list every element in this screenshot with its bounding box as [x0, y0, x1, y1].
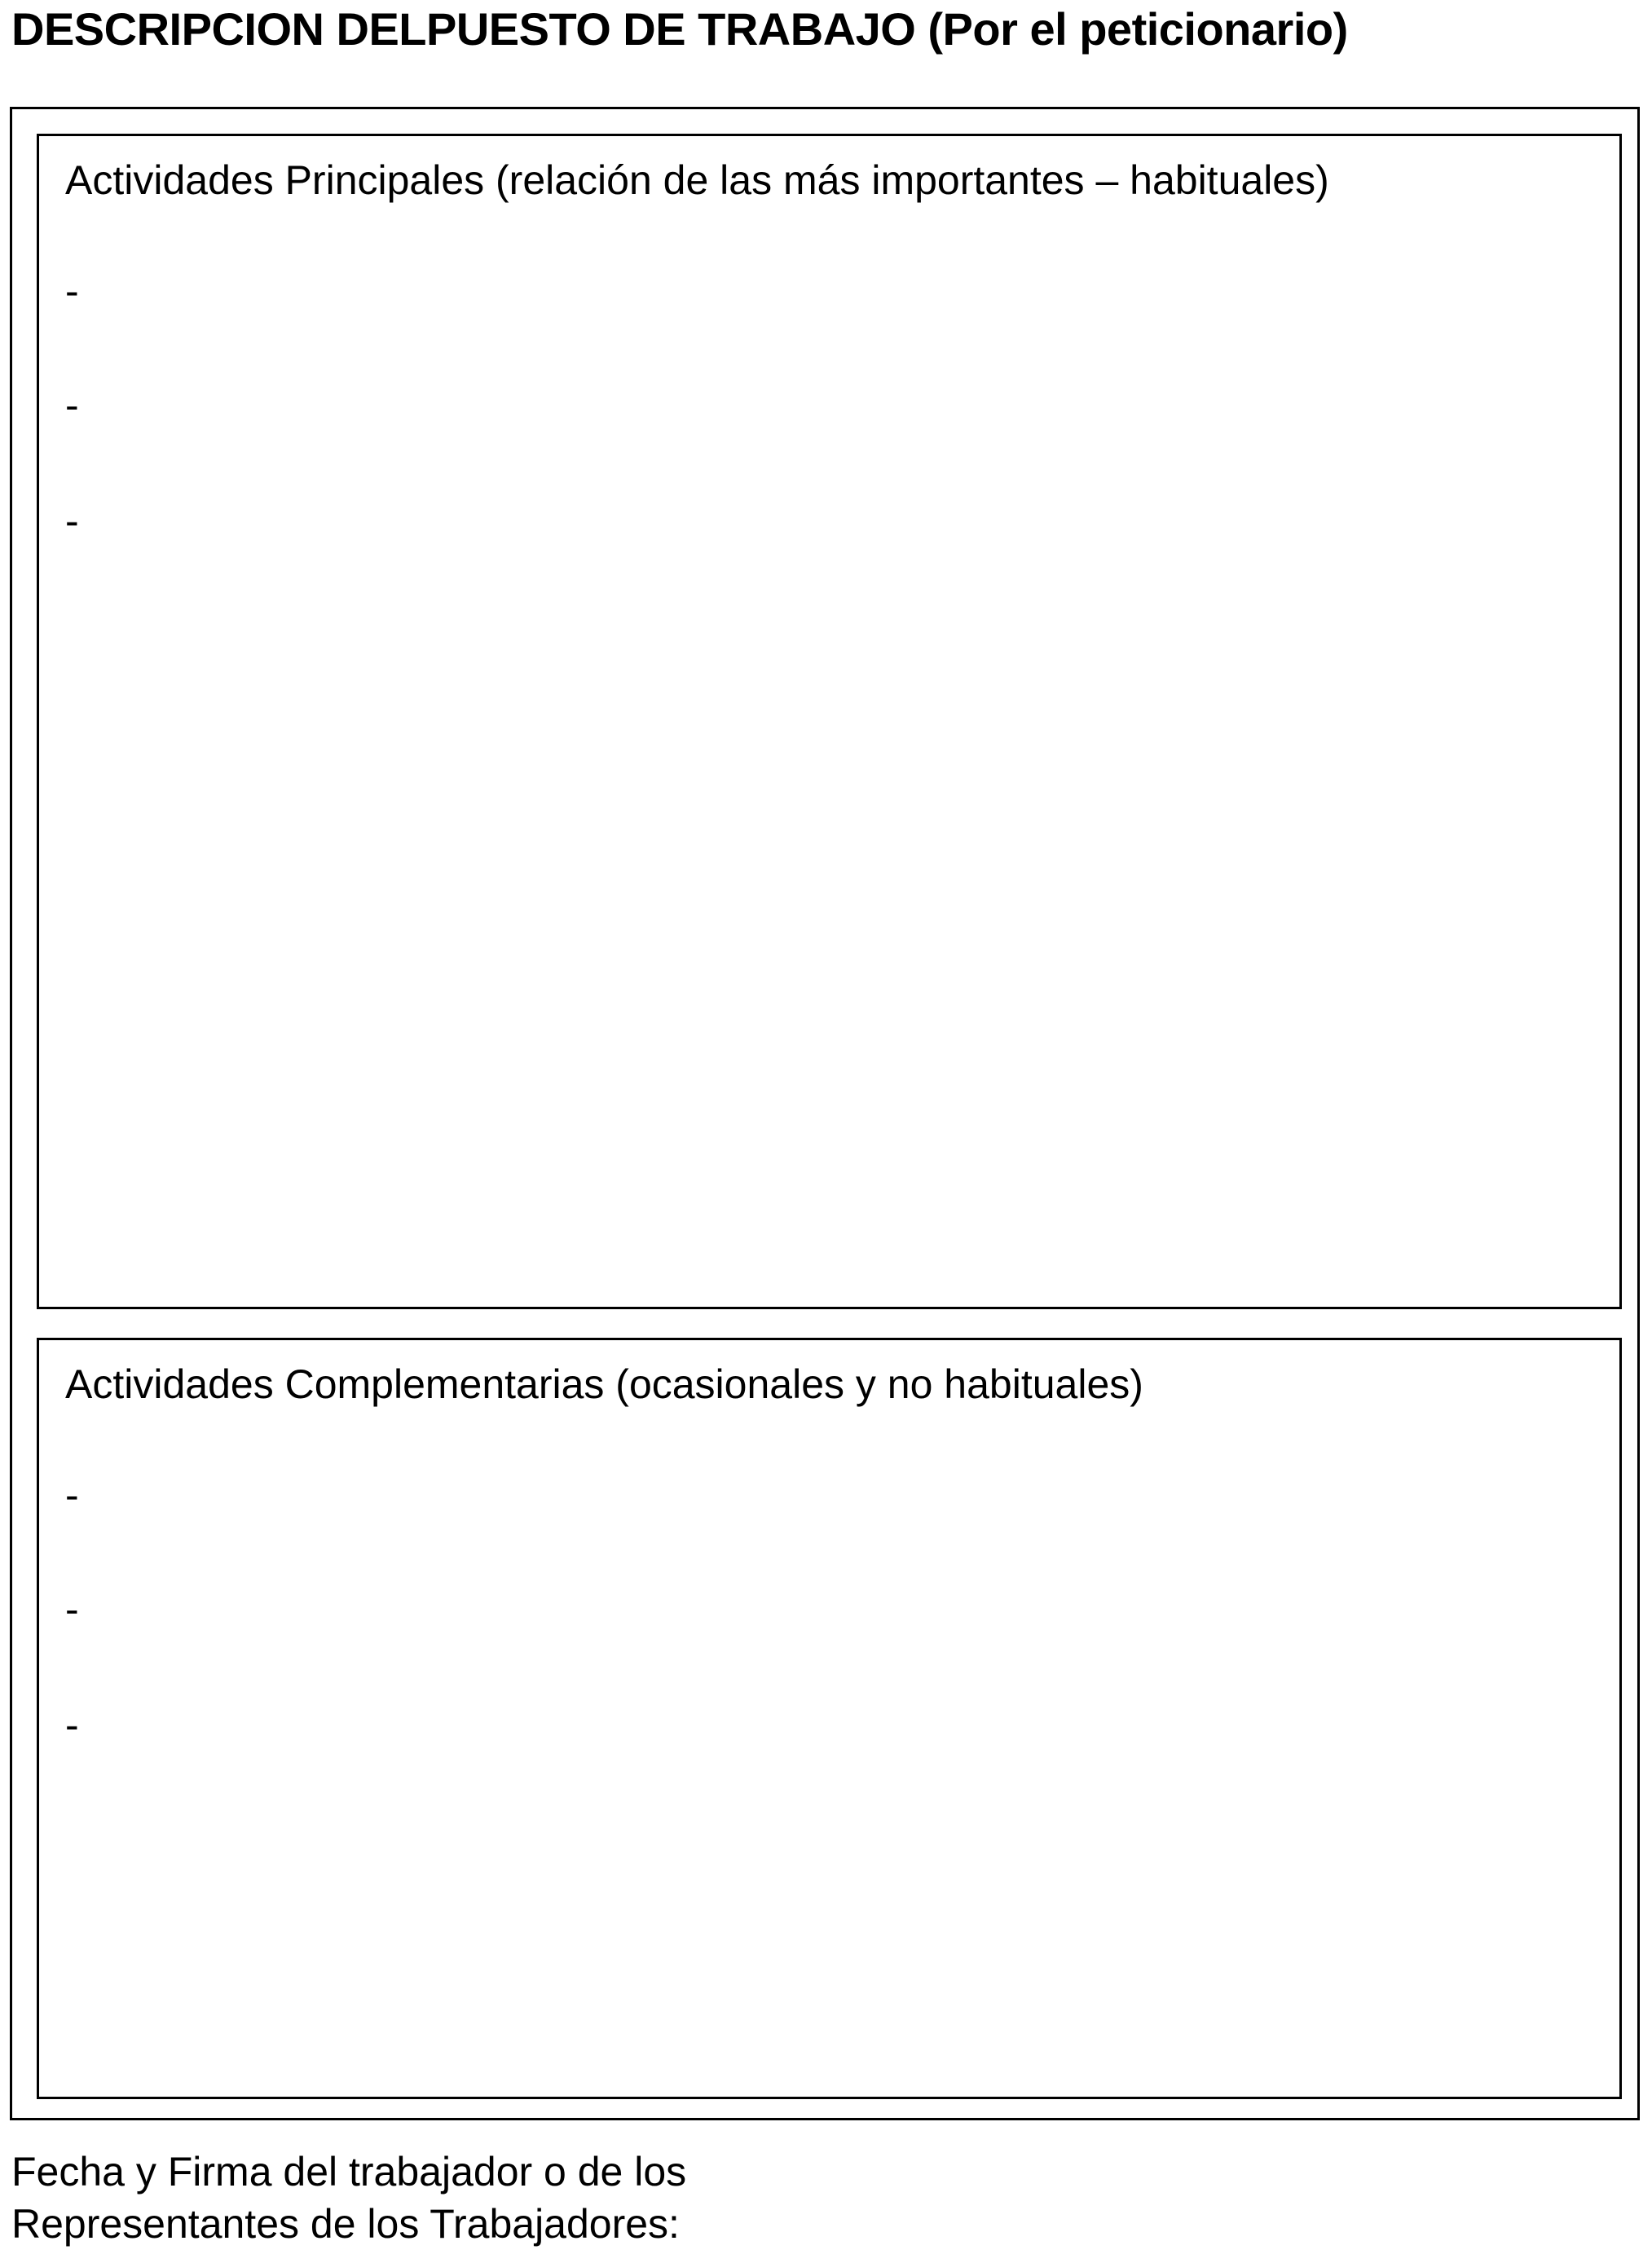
main-activities-section[interactable] [37, 134, 1622, 1309]
job-description-box [10, 107, 1640, 2120]
page-title: DESCRIPCION DELPUESTO DE TRABAJO (Por el peticionario) [11, 3, 1348, 55]
main-activity-item-2: - [65, 382, 79, 428]
complementary-activity-item-2: - [65, 1586, 79, 1632]
main-activities-heading: Actividades Principales (relación de las más importantes – habituales) [65, 157, 1329, 203]
complementary-activities-heading: Actividades Complementarias (ocasionales y no habituales) [65, 1361, 1143, 1407]
main-activity-item-1: - [65, 268, 79, 314]
main-activity-item-3: - [65, 498, 79, 544]
signature-label-line1: Fecha y Firma del trabajador o de los [11, 2149, 687, 2195]
signature-label-line2: Representantes de los Trabajadores: [11, 2201, 680, 2247]
complementary-activity-item-3: - [65, 1702, 79, 1748]
complementary-activities-section[interactable] [37, 1338, 1622, 2099]
signature-block [11, 2146, 686, 2250]
complementary-activity-item-1: - [65, 1472, 79, 1518]
